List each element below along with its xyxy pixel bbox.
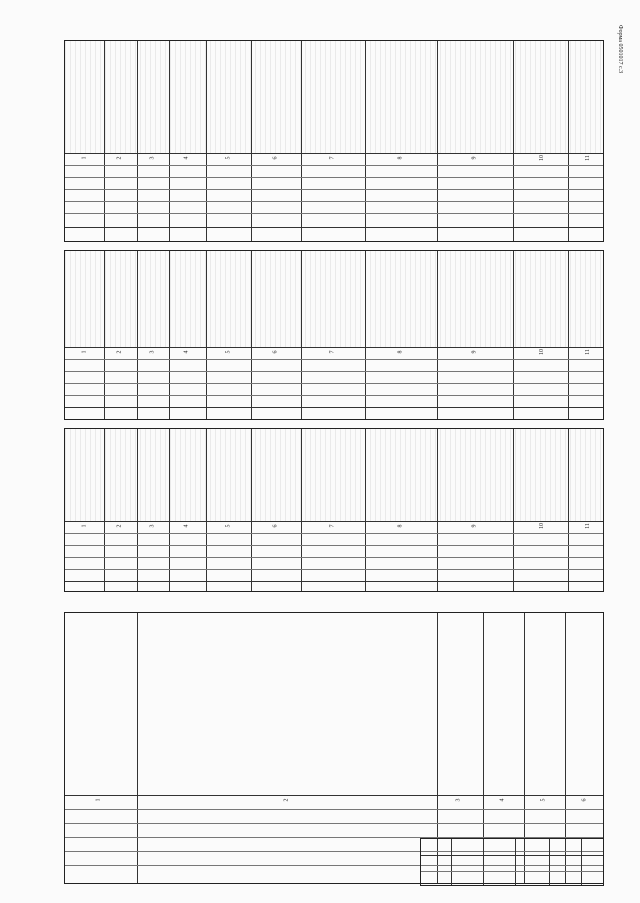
table-1-col-number: 1 (81, 156, 88, 160)
table-1-row-line (65, 189, 603, 190)
table-1-header-text (65, 41, 605, 153)
table-3-col-line (301, 429, 302, 591)
table-4-col-number: 2 (283, 798, 290, 802)
table-3-col-number: 4 (183, 524, 190, 528)
table-3-col-number: 11 (584, 523, 591, 529)
table-1-row-line (65, 227, 603, 228)
table-1-col-number: 9 (471, 156, 478, 160)
table-1-col-line (437, 41, 438, 241)
mini-grid-row-line (421, 871, 603, 872)
table-2-col-number: 3 (149, 350, 156, 354)
table-3-row-line (65, 569, 603, 570)
table-3-col-line (169, 429, 170, 591)
table-1-row-line (65, 153, 603, 154)
table-1 (64, 40, 604, 242)
table-2-col-number: 4 (183, 350, 190, 354)
table-3-header-text (65, 429, 605, 521)
table-4-col-number: 5 (540, 798, 547, 802)
table-3-col-line (206, 429, 207, 591)
table-1-col-line (301, 41, 302, 241)
table-3-col-line (437, 429, 438, 591)
table-4-col-number: 4 (499, 798, 506, 802)
table-2-col-number: 5 (225, 350, 232, 354)
table-3-col-line (137, 429, 138, 591)
table-2-row-line (65, 395, 603, 396)
table-3-col-number: 7 (329, 524, 336, 528)
table-3-col-number: 6 (272, 524, 279, 528)
table-2-col-number: 2 (116, 350, 123, 354)
table-2-row-line (65, 359, 603, 360)
table-2-col-line (206, 251, 207, 419)
table-2-col-number: 11 (584, 349, 591, 355)
table-2-col-line (104, 251, 105, 419)
table-1-row-line (65, 165, 603, 166)
table-2-col-number: 7 (329, 350, 336, 354)
table-1-row-line (65, 201, 603, 202)
table-2-col-number: 1 (81, 350, 88, 354)
table-2 (64, 250, 604, 420)
table-2-row-line (65, 371, 603, 372)
table-3-col-number: 3 (149, 524, 156, 528)
table-1-col-line (104, 41, 105, 241)
table-1-col-number: 4 (183, 156, 190, 160)
table-1-col-number: 11 (584, 155, 591, 161)
table-4-row-line (65, 795, 603, 796)
table-1-col-number: 10 (539, 155, 545, 161)
table-3-col-number: 5 (225, 524, 232, 528)
mini-grid-col-line (581, 839, 582, 885)
annual-summary-grid (420, 838, 604, 886)
table-3-col-number: 9 (471, 524, 478, 528)
table-3-row-line (65, 545, 603, 546)
table-2-row-line (65, 347, 603, 348)
table-4-col-number: 6 (581, 798, 588, 802)
table-2-col-line (568, 251, 569, 419)
table-3-col-line (104, 429, 105, 591)
table-4-col-number: 3 (455, 798, 462, 802)
table-3-row-line (65, 521, 603, 522)
table-1-col-line (568, 41, 569, 241)
table-3-col-number: 1 (81, 524, 88, 528)
table-3 (64, 428, 604, 592)
table-4-row-line (65, 809, 603, 810)
mini-grid-col-line (451, 839, 452, 885)
table-2-col-line (365, 251, 366, 419)
table-2-col-number: 8 (397, 350, 404, 354)
table-1-col-line (206, 41, 207, 241)
table-4-row-line (65, 823, 603, 824)
table-1-col-line (137, 41, 138, 241)
table-2-col-line (137, 251, 138, 419)
table-2-col-number: 9 (471, 350, 478, 354)
table-1-col-number: 5 (225, 156, 232, 160)
table-1-col-line (513, 41, 514, 241)
table-3-col-number: 10 (539, 523, 545, 529)
table-1-col-number: 7 (329, 156, 336, 160)
table-2-col-line (301, 251, 302, 419)
table-4-col-line (137, 613, 138, 883)
table-1-col-line (365, 41, 366, 241)
table-2-col-line (513, 251, 514, 419)
table-1-row-line (65, 177, 603, 178)
table-1-col-number: 6 (272, 156, 279, 160)
form-label-text: Форма 0501017 с.3 (617, 24, 623, 74)
table-2-header-text (65, 251, 605, 347)
table-2-col-line (437, 251, 438, 419)
table-1-col-number: 2 (116, 156, 123, 160)
table-1-col-line (169, 41, 170, 241)
table-3-row-line (65, 533, 603, 534)
table-3-row-line (65, 581, 603, 582)
table-3-col-line (513, 429, 514, 591)
table-3-col-line (365, 429, 366, 591)
table-1-col-number: 8 (397, 156, 404, 160)
table-3-col-line (568, 429, 569, 591)
table-3-col-number: 2 (116, 524, 123, 528)
mini-grid-col-line (483, 839, 484, 885)
table-2-col-number: 6 (272, 350, 279, 354)
table-4-col-number: 1 (95, 798, 102, 802)
table-3-row-line (65, 557, 603, 558)
form-label (614, 14, 626, 84)
table-2-col-line (169, 251, 170, 419)
mini-grid-row-line (421, 855, 603, 856)
mini-grid-col-line (549, 839, 550, 885)
table-2-row-line (65, 383, 603, 384)
table-1-col-line (251, 41, 252, 241)
mini-grid-col-line (515, 839, 516, 885)
table-1-row-line (65, 213, 603, 214)
table-2-col-number: 10 (539, 349, 545, 355)
table-3-col-number: 8 (397, 524, 404, 528)
table-2-row-line (65, 407, 603, 408)
table-2-col-line (251, 251, 252, 419)
table-3-col-line (251, 429, 252, 591)
table-1-col-number: 3 (149, 156, 156, 160)
